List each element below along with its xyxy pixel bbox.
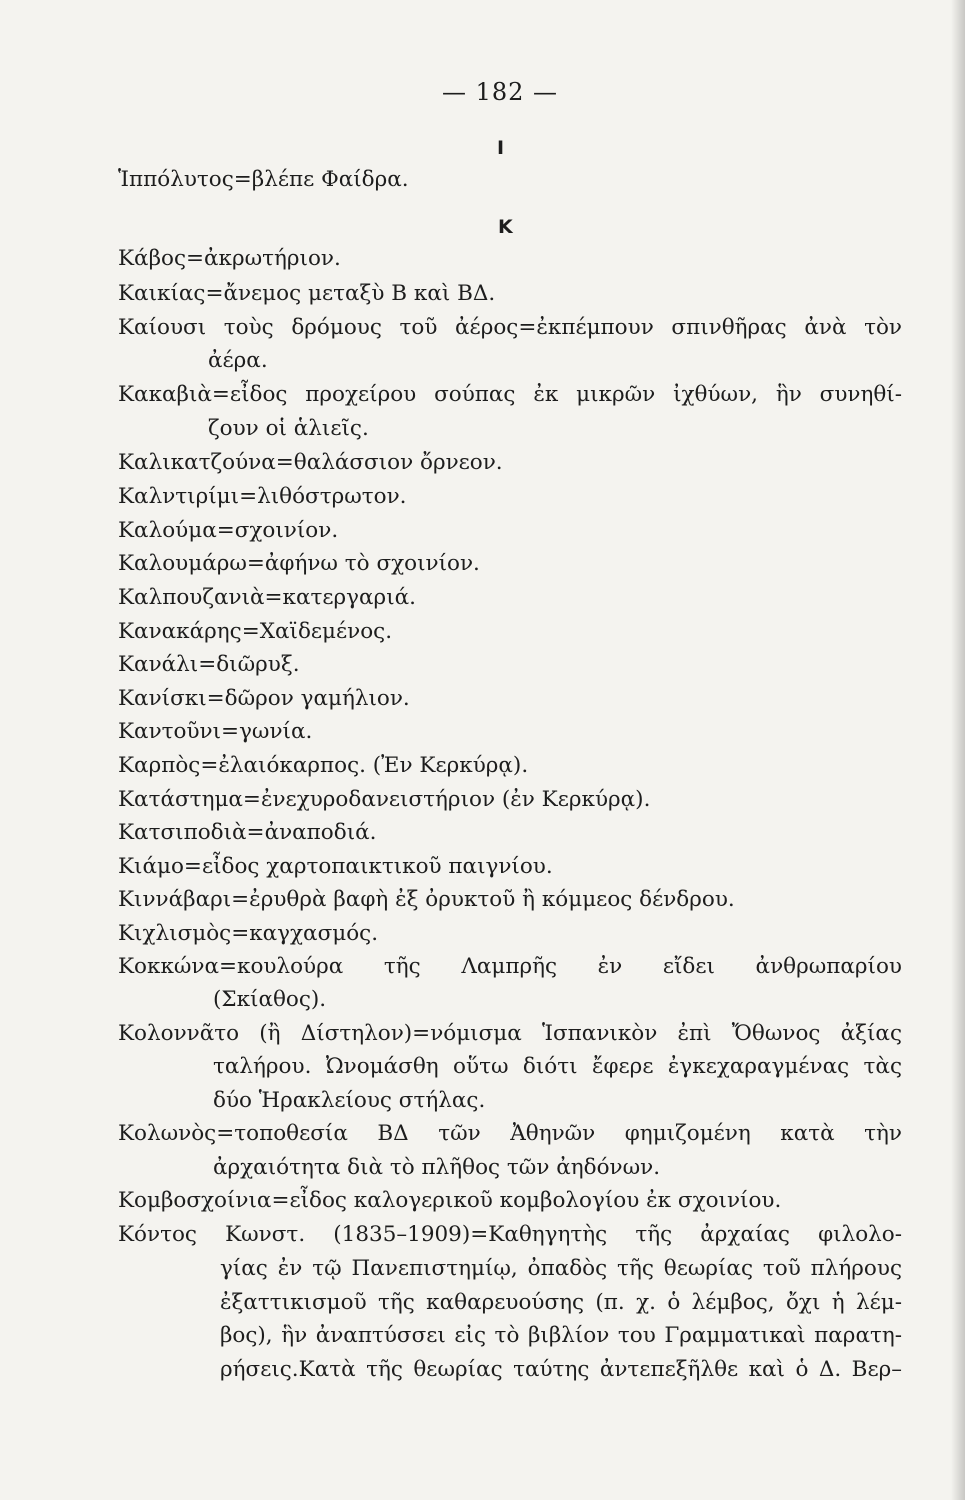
entry-line: Καλπουζανιὰ=κατεργαριά.: [118, 585, 416, 610]
entry-line: Καίουσι τοὺς δρόμους τοῦ ἀέρος=ἐκπέμπουν σπινθῆρας ἀνὰ τὸν: [118, 315, 902, 340]
entry-line: βος), ἣν ἀναπτύσσει εἰς τὸ βιβλίον του Γραμματικαὶ παρατη-: [220, 1323, 902, 1348]
entry-line: Κιννάβαρι=ἐρυθρὰ βαφὴ ἐξ ὀρυκτοῦ ἢ κόμμεος δένδρου.: [118, 887, 735, 912]
entry-line: Κομβοσχοίνια=εἶδος καλογερικοῦ κομβολογίου ἐκ σχοινίου.: [118, 1188, 782, 1213]
entry-line: Ἱππόλυτος=βλέπε Φαίδρα.: [118, 167, 409, 192]
entry-line: Κανάλι=διῶρυξ.: [118, 652, 300, 677]
entry-line: ἀέρα.: [208, 348, 268, 373]
entry-line: Κιχλισμὸς=καγχασμός.: [118, 921, 379, 946]
entry-line: Καλικατζούνα=θαλάσσιον ὄρνεον.: [118, 450, 503, 475]
section-heading-i: I: [497, 137, 505, 159]
entry-line: Καλντιρίμι=λιθόστρωτον.: [118, 484, 407, 509]
entry-line: Καλούμα=σχοινίον.: [118, 518, 339, 543]
entry-line: γίας ἐν τῷ Πανεπιστημίῳ, ὀπαδὸς τῆς θεωρίας τοῦ πλήρους: [220, 1256, 902, 1281]
entry-line: (Σκίαθος).: [213, 987, 327, 1012]
entry-line: ἀρχαιότητα διὰ τὸ πλῆθος τῶν ἀηδόνων.: [213, 1155, 661, 1180]
entry-line: δύο Ἡρακλείους στήλας.: [213, 1088, 486, 1113]
entry-line: Κακαβιὰ=εἶδος προχείρου σούπας ἐκ μικρῶν ἰχθύων, ἣν συνηθί-: [118, 382, 902, 407]
entry-line: Καλουμάρω=ἀφήνω τὸ σχοινίον.: [118, 551, 480, 576]
entry-line: Κιάμο=εἶδος χαρτοπαικτικοῦ παιγνίου.: [118, 854, 553, 879]
entry-line: ταλήρου. Ὠνομάσθη οὕτω διότι ἔφερε ἐγκεχαραγμένας τὰς: [213, 1054, 902, 1079]
entry-line: Κανίσκι=δῶρον γαμήλιον.: [118, 686, 410, 711]
entry-line: Κόντος Κωνστ. (1835–1909)=Καθηγητὴς τῆς ἀρχαίας φιλολο-: [118, 1222, 902, 1247]
entry-line: Κατσιποδιὰ=ἀναποδιά.: [118, 820, 377, 845]
entry-line: Κολοννᾶτο (ἢ Δίστηλον)=νόμισμα Ἱσπανικὸν ἐπὶ Ὄθωνος ἀξίας: [118, 1021, 902, 1046]
entry-line: Κάβος=ἀκρωτήριον.: [118, 246, 341, 271]
section-heading-k: K: [498, 216, 513, 238]
entry-line: Καρπὸς=ἐλαιόκαρπος. (Ἐν Κερκύρᾳ).: [118, 753, 529, 778]
entry-line: ρήσεις.Κατὰ τῆς θεωρίας ταύτης ἀντεπεξῆλθε καὶ ὁ Δ. Βερ–: [220, 1357, 902, 1382]
entry-line: Κανακάρης=Χαϊδεμένος.: [118, 619, 393, 644]
entry-line: ζουν οἱ ἁλιεῖς.: [208, 416, 369, 441]
entry-line: Καικίας=ἄνεμος μεταξὺ Β καὶ ΒΔ.: [118, 281, 496, 306]
entry-line: Κατάστημα=ἐνεχυροδανειστήριον (ἐν Κερκύρᾳ).: [118, 787, 651, 812]
entry-line: ἐξαττικισμοῦ τῆς καθαρευούσης (π. χ. ὁ λέμβος, ὄχι ἡ λέμ-: [220, 1290, 902, 1315]
entry-line: Κολωνὸς=τοποθεσία ΒΔ τῶν Ἀθηνῶν φημιζομένη κατὰ τὴν: [118, 1121, 902, 1146]
page-spine-shadow: [951, 0, 965, 1500]
entry-line: Καντοῦνι=γωνία.: [118, 719, 313, 744]
entry-line: Κοκκώνα=κουλούρα τῆς Λαμπρῆς ἐν εἴδει ἀνθρωπαρίου: [118, 954, 902, 979]
page-number: — 182 —: [441, 78, 559, 106]
